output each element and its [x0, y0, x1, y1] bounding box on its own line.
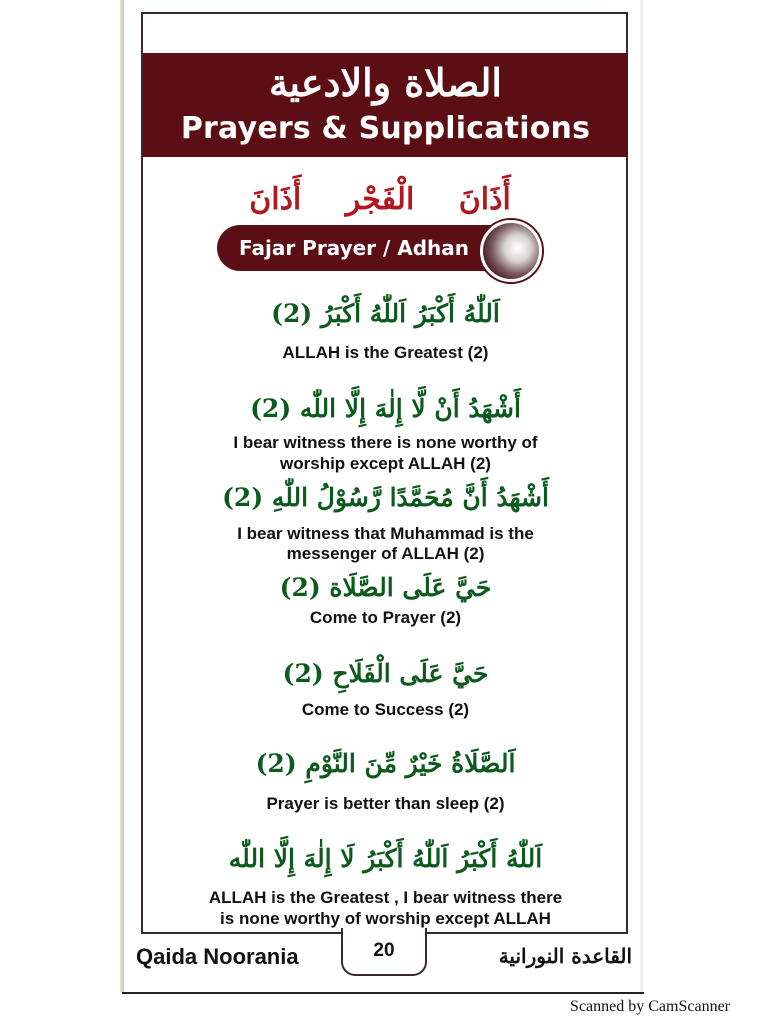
- verse-6-arabic: اَلصَّلَاةُ خَيْرٌ مِّنَ النَّوْمِ (2): [255, 749, 516, 778]
- verse-5-arabic: حَيَّ عَلَى الْفَلَاحِ (2): [282, 659, 489, 688]
- verse-7-arabic: اَللّٰهُ أَكْبَرُ اَللّٰهُ أَكْبَرُ لَا إِلٰهَ إِلَّا اللّٰه: [228, 844, 543, 873]
- section-title-arabic: أَذَانَ الْفَجْر أَذَانَ: [249, 182, 511, 217]
- verse-4-arabic: حَيَّ عَلَى الصَّلَاة (2): [279, 573, 492, 602]
- verse-2-translation-line-2: worship except ALLAH (2): [280, 454, 491, 473]
- header-banner: [143, 53, 628, 157]
- verse-7-translation-line-1: ALLAH is the Greatest , I bear witness there: [208, 888, 563, 907]
- scan-page-edge: [120, 0, 124, 992]
- footer-book-title-arabic: القاعدة النورانية: [498, 944, 632, 968]
- footer-book-title-english: Qaida Noorania: [136, 944, 299, 969]
- verse-5-translation: Come to Success (2): [301, 700, 470, 719]
- verse-3-translation-line-1: I bear witness that Muhammad is the: [237, 524, 534, 543]
- verse-4-translation: Come to Prayer (2): [309, 608, 462, 627]
- verse-2-arabic: أَشْهَدُ أَنْ لَّا إِلٰهَ إِلَّا اللّٰه (2): [250, 394, 521, 423]
- verse-3-arabic: أَشْهَدُ أَنَّ مُحَمَّدًا رَّسُوْلُ اللّٰهِ (2): [222, 483, 549, 512]
- verse-6-translation: Prayer is better than sleep (2): [266, 794, 505, 813]
- footer-divider: [122, 992, 644, 994]
- header-title-arabic: الصلاة والادعية: [269, 60, 502, 105]
- verse-1-arabic: اَللّٰهُ أَكْبَرُ اَللّٰهُ أَكْبَرُ (2): [271, 299, 500, 328]
- verse-3-translation-line-2: messenger of ALLAH (2): [286, 544, 485, 563]
- pill-circle-icon: [480, 220, 542, 282]
- section-pill: [217, 225, 513, 271]
- scan-page-edge-right: [640, 0, 643, 992]
- section-pill-label: Fajar Prayer / Adhan: [239, 236, 470, 260]
- page-number: 20: [341, 928, 427, 976]
- scanner-watermark: Scanned by CamScanner: [570, 998, 730, 1015]
- header-title-english: Prayers & Supplications: [180, 111, 591, 146]
- verse-1-translation: ALLAH is the Greatest (2): [282, 343, 489, 362]
- verse-7-translation-line-2: is none worthy of worship except ALLAH: [220, 909, 551, 928]
- verse-2-translation-line-1: I bear witness there is none worthy of: [233, 433, 538, 452]
